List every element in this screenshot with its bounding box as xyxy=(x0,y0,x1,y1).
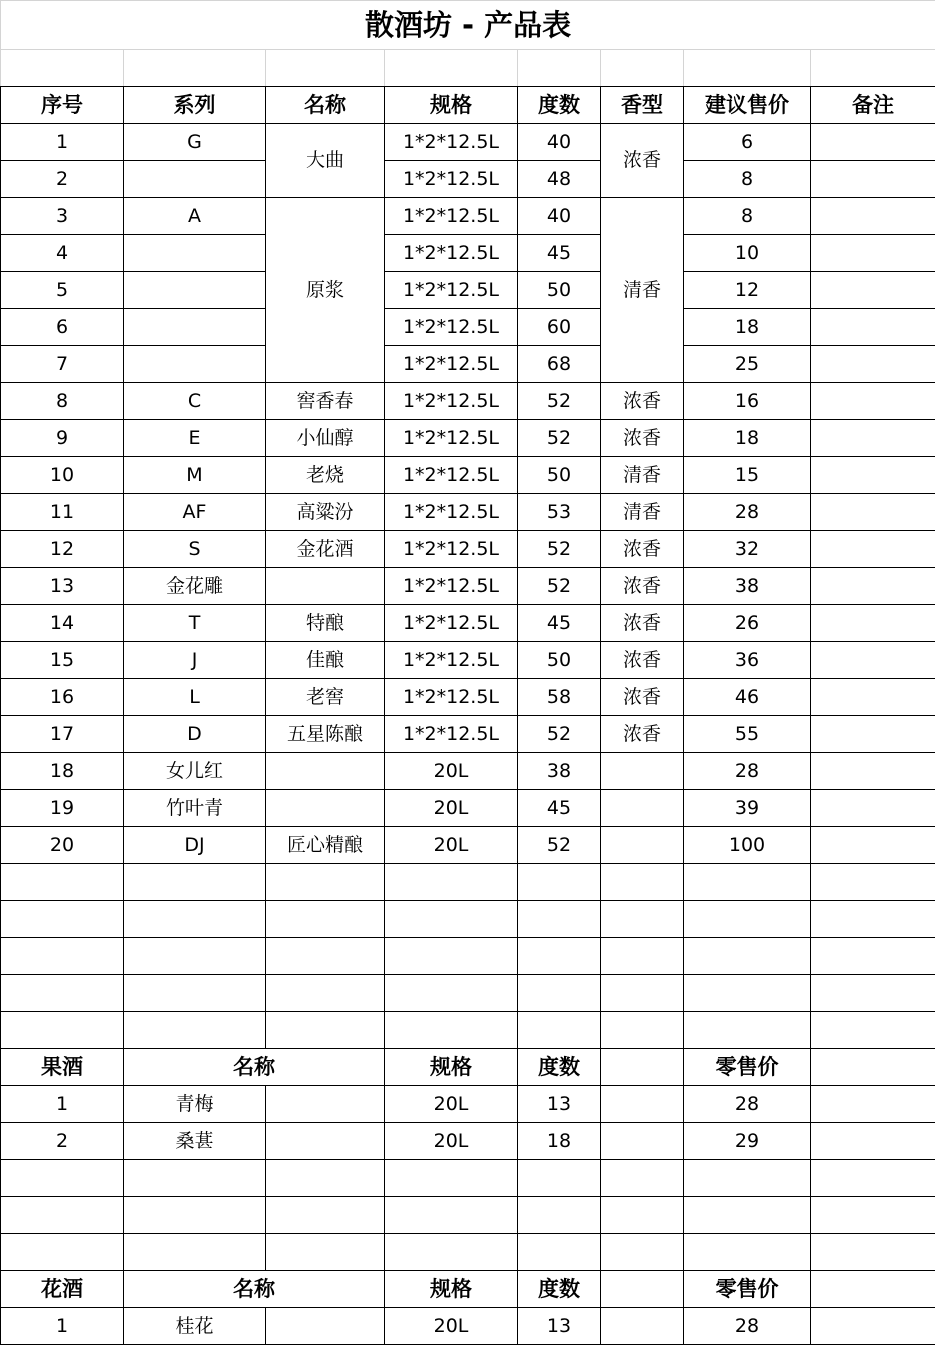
cell-abv[interactable]: 50 xyxy=(518,642,601,679)
table-row xyxy=(1,605,935,642)
cell-no[interactable]: 2 xyxy=(1,1123,124,1160)
cell-price[interactable]: 10 xyxy=(684,235,811,272)
empty-cell[interactable] xyxy=(601,1308,684,1345)
cell-no[interactable]: 8 xyxy=(1,383,124,420)
cell-abv[interactable]: 40 xyxy=(518,124,601,161)
cell-aroma[interactable]: 浓香 xyxy=(601,568,684,605)
cell-series[interactable]: A xyxy=(124,198,266,235)
empty-cell[interactable] xyxy=(266,1234,385,1271)
cell-price[interactable]: 26 xyxy=(684,605,811,642)
cell-no[interactable]: 1 xyxy=(1,1086,124,1123)
cell-no[interactable]: 4 xyxy=(1,235,124,272)
table-row xyxy=(1,124,935,161)
cell-series[interactable]: S xyxy=(124,531,266,568)
cell-spec[interactable]: 1*2*12.5L xyxy=(385,716,518,753)
cell-abv[interactable]: 45 xyxy=(518,790,601,827)
cell-note[interactable] xyxy=(811,420,935,457)
header-abv[interactable]: 度数 xyxy=(518,87,601,124)
cell-price[interactable]: 32 xyxy=(684,531,811,568)
cell-aroma[interactable]: 浓香 xyxy=(601,642,684,679)
cell-series[interactable]: 金花雕 xyxy=(124,568,266,605)
cell-series[interactable] xyxy=(124,235,266,272)
cell-series[interactable] xyxy=(124,272,266,309)
cell-series[interactable]: 竹叶青 xyxy=(124,790,266,827)
cell-price[interactable]: 28 xyxy=(684,1308,811,1345)
cell-no[interactable]: 14 xyxy=(1,605,124,642)
cell-series[interactable]: AF xyxy=(124,494,266,531)
cell-abv[interactable]: 53 xyxy=(518,494,601,531)
fruit-header-category[interactable]: 果酒 xyxy=(1,1049,124,1086)
cell-no[interactable]: 6 xyxy=(1,309,124,346)
cell-abv[interactable]: 45 xyxy=(518,605,601,642)
cell-note[interactable] xyxy=(811,457,935,494)
cell-no[interactable]: 3 xyxy=(1,198,124,235)
cell-price[interactable]: 16 xyxy=(684,383,811,420)
empty-cell[interactable] xyxy=(684,864,811,901)
empty-cell[interactable] xyxy=(266,1308,385,1345)
empty-cell[interactable] xyxy=(385,901,518,938)
empty-cell[interactable] xyxy=(601,1012,684,1049)
cell-spec[interactable]: 1*2*12.5L xyxy=(385,346,518,383)
cell-note[interactable] xyxy=(811,309,935,346)
cell-name[interactable]: 高粱汾 xyxy=(266,494,385,531)
header-series[interactable]: 系列 xyxy=(124,87,266,124)
empty-cell[interactable] xyxy=(601,1160,684,1197)
cell-series[interactable]: M xyxy=(124,457,266,494)
table-row xyxy=(1,531,935,568)
empty-cell[interactable] xyxy=(266,1012,385,1049)
cell-spec[interactable]: 20L xyxy=(385,1086,518,1123)
cell-series[interactable]: C xyxy=(124,383,266,420)
cell-no[interactable]: 5 xyxy=(1,272,124,309)
empty-cell[interactable] xyxy=(124,975,266,1012)
table-row xyxy=(1,1308,935,1345)
cell-series[interactable]: T xyxy=(124,605,266,642)
empty-cell[interactable] xyxy=(266,1197,385,1234)
empty-cell[interactable] xyxy=(124,901,266,938)
cell-name[interactable]: 五星陈酿 xyxy=(266,716,385,753)
cell-no[interactable]: 11 xyxy=(1,494,124,531)
empty-cell[interactable] xyxy=(385,1012,518,1049)
cell-name[interactable]: 青梅 xyxy=(124,1086,266,1123)
table-row xyxy=(1,716,935,753)
cell-abv[interactable]: 13 xyxy=(518,1308,601,1345)
cell-abv[interactable]: 52 xyxy=(518,420,601,457)
cell-spec[interactable]: 1*2*12.5L xyxy=(385,605,518,642)
empty-cell[interactable] xyxy=(811,1271,935,1308)
empty-cell[interactable] xyxy=(601,975,684,1012)
cell-price[interactable]: 38 xyxy=(684,568,811,605)
empty-cell[interactable] xyxy=(266,1160,385,1197)
cell-series[interactable]: D xyxy=(124,716,266,753)
cell-spec[interactable]: 1*2*12.5L xyxy=(385,383,518,420)
cell-aroma[interactable] xyxy=(601,827,684,864)
cell-note[interactable] xyxy=(811,642,935,679)
cell-note[interactable] xyxy=(811,494,935,531)
cell-aroma[interactable]: 浓香 xyxy=(601,383,684,420)
fruit-header-spec[interactable]: 规格 xyxy=(385,1049,518,1086)
table-row xyxy=(1,827,935,864)
empty-cell[interactable] xyxy=(684,1012,811,1049)
empty-cell[interactable] xyxy=(601,938,684,975)
cell-name[interactable]: 大曲 xyxy=(266,124,385,198)
empty-cell[interactable] xyxy=(601,1271,684,1308)
cell-abv[interactable]: 50 xyxy=(518,457,601,494)
empty-cell[interactable] xyxy=(124,938,266,975)
cell-price[interactable]: 28 xyxy=(684,494,811,531)
cell-name[interactable]: 佳酿 xyxy=(266,642,385,679)
cell-spec[interactable]: 1*2*12.5L xyxy=(385,531,518,568)
cell-spec[interactable]: 20L xyxy=(385,753,518,790)
empty-cell[interactable] xyxy=(1,50,124,87)
empty-cell[interactable] xyxy=(601,1197,684,1234)
empty-cell[interactable] xyxy=(684,1197,811,1234)
cell-price[interactable]: 28 xyxy=(684,753,811,790)
cell-price[interactable]: 55 xyxy=(684,716,811,753)
cell-price[interactable]: 15 xyxy=(684,457,811,494)
empty-cell[interactable] xyxy=(1,901,124,938)
flower-header-spec[interactable]: 规格 xyxy=(385,1271,518,1308)
fruit-header-name[interactable]: 名称 xyxy=(124,1049,385,1086)
cell-name[interactable]: 桑葚 xyxy=(124,1123,266,1160)
empty-cell[interactable] xyxy=(518,975,601,1012)
empty-cell[interactable] xyxy=(601,1086,684,1123)
empty-cell[interactable] xyxy=(266,1123,385,1160)
cell-name[interactable]: 老烧 xyxy=(266,457,385,494)
empty-cell[interactable] xyxy=(1,1197,124,1234)
cell-note[interactable] xyxy=(811,198,935,235)
cell-spec[interactable]: 1*2*12.5L xyxy=(385,420,518,457)
cell-note[interactable] xyxy=(811,679,935,716)
empty-cell[interactable] xyxy=(1,938,124,975)
cell-note[interactable] xyxy=(811,568,935,605)
empty-cell[interactable] xyxy=(1,975,124,1012)
header-price[interactable]: 建议售价 xyxy=(684,87,811,124)
cell-name[interactable] xyxy=(266,568,385,605)
cell-series[interactable] xyxy=(124,309,266,346)
empty-cell[interactable] xyxy=(518,50,601,87)
empty-cell[interactable] xyxy=(266,50,385,87)
empty-cell[interactable] xyxy=(385,1197,518,1234)
table-row xyxy=(1,346,935,383)
cell-spec[interactable]: 1*2*12.5L xyxy=(385,272,518,309)
cell-no[interactable]: 18 xyxy=(1,753,124,790)
cell-abv[interactable]: 38 xyxy=(518,753,601,790)
cell-abv[interactable]: 52 xyxy=(518,716,601,753)
empty-cell[interactable] xyxy=(266,975,385,1012)
cell-no[interactable]: 20 xyxy=(1,827,124,864)
cell-no[interactable]: 13 xyxy=(1,568,124,605)
empty-cell[interactable] xyxy=(124,1012,266,1049)
cell-spec[interactable]: 1*2*12.5L xyxy=(385,642,518,679)
cell-aroma[interactable]: 浓香 xyxy=(601,679,684,716)
cell-series[interactable] xyxy=(124,346,266,383)
cell-name[interactable] xyxy=(266,753,385,790)
empty-cell[interactable] xyxy=(1,1012,124,1049)
empty-cell[interactable] xyxy=(266,864,385,901)
empty-cell[interactable] xyxy=(124,50,266,87)
empty-cell[interactable] xyxy=(518,1012,601,1049)
cell-spec[interactable]: 1*2*12.5L xyxy=(385,161,518,198)
cell-price[interactable]: 8 xyxy=(684,161,811,198)
fruit-header-abv[interactable]: 度数 xyxy=(518,1049,601,1086)
table-row xyxy=(1,161,935,198)
table-row xyxy=(1,420,935,457)
empty-cell[interactable] xyxy=(266,1086,385,1123)
cell-price[interactable]: 28 xyxy=(684,1086,811,1123)
cell-spec[interactable]: 1*2*12.5L xyxy=(385,198,518,235)
cell-abv[interactable]: 50 xyxy=(518,272,601,309)
empty-cell[interactable] xyxy=(601,901,684,938)
header-no[interactable]: 序号 xyxy=(1,87,124,124)
empty-cell[interactable] xyxy=(1,864,124,901)
table-row xyxy=(1,198,935,235)
empty-cell[interactable] xyxy=(385,1160,518,1197)
cell-note[interactable] xyxy=(811,383,935,420)
empty-cell[interactable] xyxy=(684,1234,811,1271)
cell-aroma[interactable]: 浓香 xyxy=(601,124,684,198)
empty-cell[interactable] xyxy=(518,1234,601,1271)
cell-no[interactable]: 1 xyxy=(1,1308,124,1345)
table-row xyxy=(1,1123,935,1160)
flower-header-price[interactable]: 零售价 xyxy=(684,1271,811,1308)
empty-cell[interactable] xyxy=(684,975,811,1012)
cell-price[interactable]: 39 xyxy=(684,790,811,827)
cell-aroma[interactable] xyxy=(601,790,684,827)
cell-spec[interactable]: 1*2*12.5L xyxy=(385,494,518,531)
table-row xyxy=(1,457,935,494)
empty-cell[interactable] xyxy=(811,864,935,901)
cell-name[interactable]: 老窖 xyxy=(266,679,385,716)
empty-cell[interactable] xyxy=(811,1308,935,1345)
cell-abv[interactable]: 60 xyxy=(518,309,601,346)
empty-cell[interactable] xyxy=(811,1123,935,1160)
cell-spec[interactable]: 1*2*12.5L xyxy=(385,235,518,272)
header-name[interactable]: 名称 xyxy=(266,87,385,124)
empty-cell[interactable] xyxy=(811,975,935,1012)
cell-note[interactable] xyxy=(811,346,935,383)
cell-name[interactable] xyxy=(266,790,385,827)
cell-note[interactable] xyxy=(811,272,935,309)
empty-cell[interactable] xyxy=(518,1160,601,1197)
cell-name[interactable]: 小仙醇 xyxy=(266,420,385,457)
cell-no[interactable]: 10 xyxy=(1,457,124,494)
empty-cell[interactable] xyxy=(385,864,518,901)
header-note[interactable]: 备注 xyxy=(811,87,935,124)
cell-spec[interactable]: 1*2*12.5L xyxy=(385,457,518,494)
cell-note[interactable] xyxy=(811,753,935,790)
header-aroma[interactable]: 香型 xyxy=(601,87,684,124)
flower-header-abv[interactable]: 度数 xyxy=(518,1271,601,1308)
cell-abv[interactable]: 52 xyxy=(518,568,601,605)
cell-spec[interactable]: 1*2*12.5L xyxy=(385,124,518,161)
sheet-title[interactable]: 散酒坊 - 产品表 xyxy=(1,1,935,50)
empty-cell[interactable] xyxy=(1,1160,124,1197)
cell-note[interactable] xyxy=(811,161,935,198)
cell-name[interactable]: 窖香春 xyxy=(266,383,385,420)
cell-abv[interactable]: 52 xyxy=(518,531,601,568)
cell-note[interactable] xyxy=(811,531,935,568)
empty-cell[interactable] xyxy=(124,864,266,901)
empty-cell[interactable] xyxy=(811,901,935,938)
cell-no[interactable]: 2 xyxy=(1,161,124,198)
empty-cell[interactable] xyxy=(811,50,935,87)
empty-cell[interactable] xyxy=(601,1049,684,1086)
cell-series[interactable]: E xyxy=(124,420,266,457)
empty-cell[interactable] xyxy=(266,938,385,975)
flower-header-name[interactable]: 名称 xyxy=(124,1271,385,1308)
empty-cell[interactable] xyxy=(684,901,811,938)
cell-name[interactable]: 匠心精酿 xyxy=(266,827,385,864)
cell-no[interactable]: 7 xyxy=(1,346,124,383)
flower-header-category[interactable]: 花酒 xyxy=(1,1271,124,1308)
empty-cell[interactable] xyxy=(811,1049,935,1086)
cell-abv[interactable]: 48 xyxy=(518,161,601,198)
empty-cell[interactable] xyxy=(684,1160,811,1197)
empty-cell[interactable] xyxy=(124,1160,266,1197)
cell-no[interactable]: 9 xyxy=(1,420,124,457)
cell-price[interactable]: 18 xyxy=(684,309,811,346)
empty-cell[interactable] xyxy=(811,938,935,975)
cell-aroma[interactable] xyxy=(601,753,684,790)
cell-name[interactable]: 桂花 xyxy=(124,1308,266,1345)
empty-cell[interactable] xyxy=(811,1012,935,1049)
empty-cell[interactable] xyxy=(385,938,518,975)
cell-abv[interactable]: 13 xyxy=(518,1086,601,1123)
cell-spec[interactable]: 20L xyxy=(385,827,518,864)
cell-series[interactable]: L xyxy=(124,679,266,716)
empty-cell[interactable] xyxy=(266,901,385,938)
cell-price[interactable]: 8 xyxy=(684,198,811,235)
cell-abv[interactable]: 40 xyxy=(518,198,601,235)
cell-no[interactable]: 17 xyxy=(1,716,124,753)
cell-note[interactable] xyxy=(811,124,935,161)
cell-price[interactable]: 36 xyxy=(684,642,811,679)
empty-cell[interactable] xyxy=(385,50,518,87)
cell-spec[interactable]: 20L xyxy=(385,1308,518,1345)
cell-no[interactable]: 1 xyxy=(1,124,124,161)
table-row xyxy=(1,642,935,679)
cell-spec[interactable]: 1*2*12.5L xyxy=(385,679,518,716)
cell-abv[interactable]: 45 xyxy=(518,235,601,272)
cell-price[interactable]: 6 xyxy=(684,124,811,161)
cell-abv[interactable]: 18 xyxy=(518,1123,601,1160)
empty-cell[interactable] xyxy=(811,1160,935,1197)
table-row xyxy=(1,309,935,346)
empty-cell[interactable] xyxy=(601,1123,684,1160)
cell-name[interactable]: 特酿 xyxy=(266,605,385,642)
empty-cell[interactable] xyxy=(385,1234,518,1271)
cell-aroma[interactable]: 清香 xyxy=(601,198,684,383)
empty-cell[interactable] xyxy=(601,50,684,87)
cell-note[interactable] xyxy=(811,790,935,827)
cell-no[interactable]: 12 xyxy=(1,531,124,568)
empty-cell[interactable] xyxy=(1,1234,124,1271)
cell-series[interactable]: G xyxy=(124,124,266,161)
empty-cell[interactable] xyxy=(811,1086,935,1123)
cell-spec[interactable]: 1*2*12.5L xyxy=(385,309,518,346)
cell-price[interactable]: 25 xyxy=(684,346,811,383)
empty-cell[interactable] xyxy=(124,1234,266,1271)
table-row xyxy=(1,494,935,531)
cell-note[interactable] xyxy=(811,235,935,272)
cell-price[interactable]: 46 xyxy=(684,679,811,716)
table-row xyxy=(1,1086,935,1123)
empty-cell[interactable] xyxy=(601,1234,684,1271)
header-spec[interactable]: 规格 xyxy=(385,87,518,124)
empty-cell[interactable] xyxy=(811,1197,935,1234)
empty-cell[interactable] xyxy=(811,1234,935,1271)
cell-note[interactable] xyxy=(811,827,935,864)
cell-price[interactable]: 18 xyxy=(684,420,811,457)
cell-no[interactable]: 19 xyxy=(1,790,124,827)
empty-cell[interactable] xyxy=(684,938,811,975)
cell-series[interactable] xyxy=(124,161,266,198)
empty-cell[interactable] xyxy=(518,1197,601,1234)
table-row xyxy=(1,235,935,272)
table-row xyxy=(1,568,935,605)
cell-no[interactable]: 15 xyxy=(1,642,124,679)
empty-cell[interactable] xyxy=(518,901,601,938)
cell-no[interactable]: 16 xyxy=(1,679,124,716)
cell-name[interactable]: 金花酒 xyxy=(266,531,385,568)
cell-aroma[interactable]: 浓香 xyxy=(601,420,684,457)
cell-aroma[interactable]: 浓香 xyxy=(601,716,684,753)
empty-cell[interactable] xyxy=(601,864,684,901)
cell-aroma[interactable]: 浓香 xyxy=(601,531,684,568)
empty-cell[interactable] xyxy=(385,975,518,1012)
table-row xyxy=(1,272,935,309)
table-row xyxy=(1,753,935,790)
empty-cell[interactable] xyxy=(684,50,811,87)
cell-name[interactable]: 原浆 xyxy=(266,198,385,383)
cell-spec[interactable]: 1*2*12.5L xyxy=(385,568,518,605)
cell-spec[interactable]: 20L xyxy=(385,790,518,827)
table-row xyxy=(1,383,935,420)
cell-price[interactable]: 100 xyxy=(684,827,811,864)
fruit-header-price[interactable]: 零售价 xyxy=(684,1049,811,1086)
cell-abv[interactable]: 68 xyxy=(518,346,601,383)
cell-aroma[interactable]: 清香 xyxy=(601,457,684,494)
cell-note[interactable] xyxy=(811,605,935,642)
cell-abv[interactable]: 52 xyxy=(518,827,601,864)
empty-cell[interactable] xyxy=(124,1197,266,1234)
cell-aroma[interactable]: 清香 xyxy=(601,494,684,531)
cell-price[interactable]: 29 xyxy=(684,1123,811,1160)
empty-cell[interactable] xyxy=(518,938,601,975)
cell-spec[interactable]: 20L xyxy=(385,1123,518,1160)
table-row xyxy=(1,679,935,716)
cell-abv[interactable]: 58 xyxy=(518,679,601,716)
cell-series[interactable]: DJ xyxy=(124,827,266,864)
cell-abv[interactable]: 52 xyxy=(518,383,601,420)
cell-aroma[interactable]: 浓香 xyxy=(601,605,684,642)
cell-series[interactable]: 女儿红 xyxy=(124,753,266,790)
cell-note[interactable] xyxy=(811,716,935,753)
cell-price[interactable]: 12 xyxy=(684,272,811,309)
empty-cell[interactable] xyxy=(518,864,601,901)
cell-series[interactable]: J xyxy=(124,642,266,679)
table-row xyxy=(1,790,935,827)
